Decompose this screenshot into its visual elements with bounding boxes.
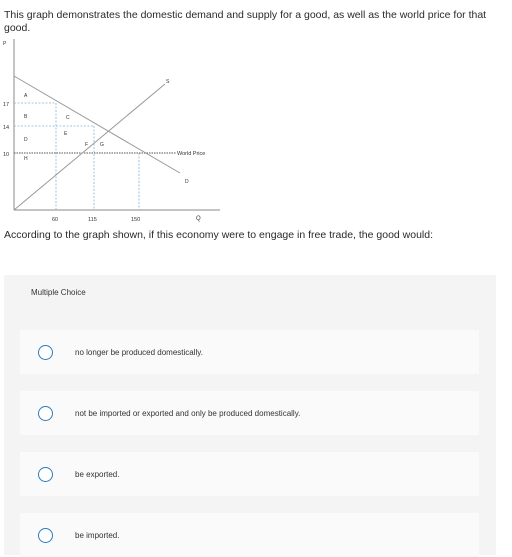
y-tick-17: 17 [3, 102, 10, 108]
supply-label: S [166, 79, 170, 85]
y-axis-label: P [3, 41, 7, 47]
question-text: This graph demonstrates the domestic demand and supply for a good, as well as the world price for that good. [4, 9, 487, 34]
world-price-label: World Price [177, 151, 206, 157]
choice-option-2[interactable] [20, 391, 479, 435]
area-label-f: F [85, 142, 89, 148]
radio-button[interactable] [38, 467, 53, 482]
choice-label: be imported. [75, 530, 120, 540]
choice-option-4[interactable] [20, 513, 479, 557]
area-label-d: D [24, 137, 28, 143]
area-label-e: E [64, 131, 68, 137]
x-tick-150: 150 [131, 217, 141, 223]
radio-button[interactable] [38, 406, 53, 421]
area-label-b: B [24, 114, 28, 120]
choice-option-1[interactable] [20, 330, 479, 374]
area-label-g: G [100, 142, 104, 148]
supply-demand-graph [0, 36, 230, 226]
area-label-c: C [66, 115, 70, 121]
choice-label: no longer be produced domestically. [75, 347, 203, 357]
radio-button[interactable] [38, 528, 53, 543]
question-prompt: According to the graph shown, if this economy were to engage in free trade, the good would: [4, 229, 434, 241]
demand-label: D [185, 179, 189, 185]
choice-label: be exported. [75, 469, 120, 479]
multiple-choice-title: Multiple Choice [31, 288, 86, 297]
x-tick-115: 115 [88, 217, 97, 223]
x-tick-60: 60 [52, 217, 59, 223]
x-axis-label: Q [196, 216, 201, 222]
y-tick-10: 10 [3, 152, 10, 158]
area-label-h: H [24, 156, 28, 162]
area-label-a: A [24, 93, 28, 99]
radio-button[interactable] [38, 345, 53, 360]
demand-curve [14, 76, 180, 173]
y-tick-14: 14 [3, 125, 10, 131]
multiple-choice-panel [4, 275, 496, 555]
choice-option-3[interactable] [20, 452, 479, 496]
choice-label: not be imported or exported and only be produced domestically. [75, 408, 301, 418]
